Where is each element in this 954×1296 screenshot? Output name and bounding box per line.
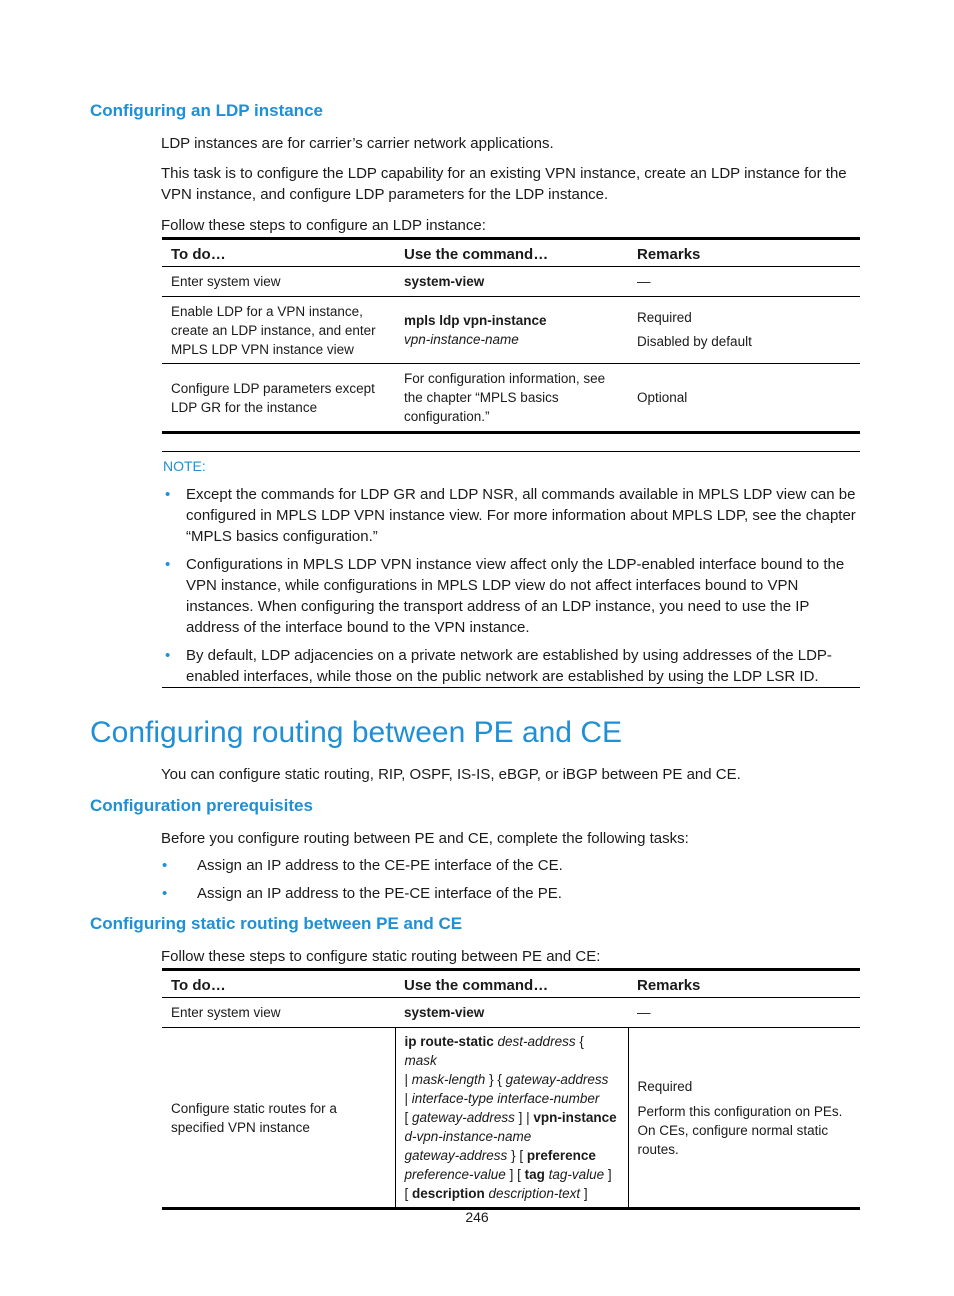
- bullet-icon: •: [162, 857, 168, 874]
- command-cell: For configuration information, see the chapter “MPLS basics configuration.”: [404, 371, 606, 424]
- table-row: [162, 364, 860, 433]
- section-heading-ldp-instance: Configuring an LDP instance: [90, 101, 323, 120]
- table-row: [162, 267, 860, 297]
- chapter-heading-routing: Configuring routing between PE and CE: [90, 716, 623, 749]
- note-list: [162, 484, 862, 694]
- todo-cell: Configure static routes for a specified VPN instance: [162, 1028, 395, 1209]
- bullet-icon: •: [162, 885, 168, 902]
- list-item: • Except the commands for LDP GR and LDP NSR, all commands available in MPLS LDP view can be configured in MPLS LDP VPN instance view. For more information about MPLS LDP, see the chapter “MPLS basics configuration.”: [165, 486, 856, 545]
- table-header-row: [162, 970, 860, 998]
- table-row: [162, 1028, 860, 1209]
- table-row: [162, 297, 860, 364]
- col-header-remarks: Remarks: [637, 246, 701, 263]
- remarks-cell: Required Perform this configuration on PEs. On CEs, configure normal static routes.: [637, 1078, 843, 1157]
- command-cell: system-view: [404, 1005, 485, 1020]
- col-header-command: Use the command…: [404, 977, 549, 994]
- bullet-icon: •: [165, 647, 171, 664]
- command-cell: ip route-static dest-address { mask | mask-length } { gateway-address | interface-type interface-number [ gateway-address ] | vpn-instance d-vpn-instance-name gateway-address } [ preference preference-value ] [ tag tag-value ] [ description description-text ]: [395, 1028, 628, 1209]
- col-header-todo: To do…: [171, 977, 226, 994]
- command-cell: mpls ldp vpn-instance vpn-instance-name: [404, 313, 547, 347]
- todo-cell: Configure LDP parameters except LDP GR for the instance: [171, 380, 375, 415]
- bullet-icon: •: [165, 486, 171, 503]
- list-item: • By default, LDP adjacencies on a private network are established by using addresses of the LDP-enabled interfaces, while those on the public network are established by using the LDP LSR ID.: [165, 647, 832, 685]
- section-heading-static-routing: Configuring static routing between PE and CE: [90, 914, 463, 933]
- note-label: NOTE:: [163, 458, 206, 474]
- ldp-task-paragraph: This task is to configure the LDP capability for an existing VPN instance, create an LDP instance for the VPN instance, and configure LDP parameters for the LDP instance.: [161, 165, 847, 203]
- ldp-instance-table: [162, 237, 860, 434]
- list-item: • Assign an IP address to the PE-CE interface of the PE.: [162, 885, 562, 902]
- todo-cell: Enter system view: [171, 274, 281, 289]
- prereq-task-list: [162, 855, 862, 911]
- todo-cell: Enable LDP for a VPN instance, create an LDP instance, and enter MPLS LDP VPN instance view: [171, 303, 376, 357]
- note-bottom-rule: [162, 687, 860, 688]
- list-item: • Configurations in MPLS LDP VPN instance view affect only the LDP-enabled interface bound to the VPN instance, while configurations in MPLS LDP view do not affect interfaces bound to VPN instances. When configuring the transport address of an LDP instance, you need to use the IP address of the interface bound to the VPN instance.: [165, 556, 845, 636]
- remarks-cell: —: [637, 274, 651, 289]
- ldp-intro-paragraph: LDP instances are for carrier’s carrier network applications.: [161, 135, 554, 152]
- routing-intro-paragraph: You can configure static routing, RIP, OSPF, IS-IS, eBGP, or iBGP between PE and CE.: [161, 766, 741, 783]
- page-number: 246: [465, 1209, 489, 1225]
- todo-cell: Enter system view: [171, 1005, 281, 1020]
- col-header-todo: To do…: [171, 246, 226, 263]
- static-routing-table: [162, 968, 860, 1210]
- section-heading-prerequisites: Configuration prerequisites: [90, 796, 313, 815]
- table-header-row: [162, 239, 860, 267]
- col-header-remarks: Remarks: [637, 977, 701, 994]
- col-header-command: Use the command…: [404, 246, 549, 263]
- static-steps-intro: Follow these steps to configure static routing between PE and CE:: [161, 948, 601, 965]
- table-row: [162, 998, 860, 1028]
- remarks-cell: Optional: [637, 390, 688, 405]
- remarks-cell: —: [637, 1005, 651, 1020]
- ldp-steps-intro: Follow these steps to configure an LDP instance:: [161, 217, 486, 234]
- command-cell: system-view: [404, 274, 485, 289]
- remarks-cell: Required Disabled by default: [637, 310, 752, 349]
- note-top-rule: [162, 451, 860, 452]
- bullet-icon: •: [165, 556, 171, 573]
- list-item: • Assign an IP address to the CE-PE interface of the CE.: [162, 857, 563, 874]
- prereq-intro: Before you configure routing between PE and CE, complete the following tasks:: [161, 830, 689, 847]
